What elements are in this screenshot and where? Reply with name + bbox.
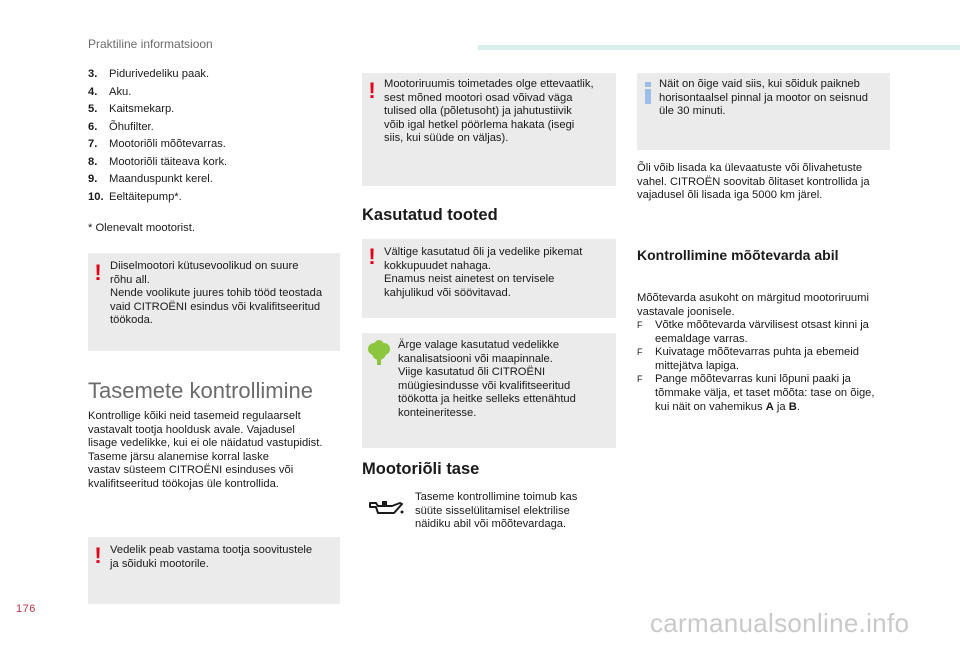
oil-can-icon <box>368 499 404 517</box>
dipstick-intro: Mõõtevarda asukoht on märgitud mootoriruumi vastavale joonisele. <box>637 292 869 318</box>
info-icon <box>643 82 653 104</box>
levels-paragraph: Kontrollige kõiki neid tasemeid regulaarselt vastavalt tootja hooldusk ​avale. Vajadusel lisage vedelikke, kui ei ole näidatud vastupidist. Taseme järsu alanemise korral laske vastav süsteem CITROËNI esinduses või kvalifitseeritud töökojas üle kontrollida. <box>88 410 323 490</box>
list-item: 7. Mootoriõli mõõtevarras. <box>88 138 226 150</box>
warning-icon: ! <box>368 244 376 269</box>
oil-level-text: Taseme kontrollimine toimub kas süüte sisselülitamisel elektrilise näidiku abil või mõõtevardaga. <box>415 491 578 531</box>
info-box <box>637 73 890 150</box>
info-text: Näit on õige vaid siis, kui sõiduk paikneb horisontaalsel pinnal ja mootor on seisnud üle 30 minuti. <box>659 78 868 118</box>
warning-box-diesel <box>88 253 340 351</box>
list-item: 4. Aku. <box>88 85 132 98</box>
warning-text: Vältige kasutatud õli ja vedelike pikemat kokkupuudet nahaga. Enamus neist ainetest on tervisele kahjulikud või söövitavad. <box>384 246 583 299</box>
eco-box <box>362 333 616 448</box>
warning-box-products <box>362 239 616 318</box>
list-item: F Pange mõõtevarras kuni lõpuni paaki ja tõmmake välja, et taset mõõta: tase on õige, kui näit on vahemikus A ja B. <box>637 373 875 413</box>
section-title-dipstick: Kontrollimine mõõtevarda abil <box>637 247 839 263</box>
footnote: * Olenevalt mootorist. <box>88 222 195 234</box>
warning-text: Diiselmootori kütusevoolikud on suure rõhu all. Nende voolikute juures tohib tööd teostada vaid CITROËNI esindus või kvalifitseeritud töökoda. <box>110 260 323 327</box>
list-item: 3. Pidurivedeliku paak. <box>88 68 210 80</box>
watermark: carmanualsonline.info <box>650 608 910 638</box>
warning-text: Vedelik peab vastama tootja soovitustele ja sõiduki mootorile. <box>110 544 313 570</box>
list-item: F Kuivatage mõõtevarras puhta ja ebemeid mittejätva lapiga. <box>637 346 859 372</box>
page-number: 176 <box>16 603 36 615</box>
dipstick-steps <box>637 319 897 414</box>
component-list <box>88 68 340 208</box>
warning-box-fluid <box>88 537 340 604</box>
list-item: F Võtke mõõtevarda värvilisest otsast kinni ja eemaldage varras. <box>637 319 869 345</box>
warning-text: Mootoriruumis toimetades olge ettevaatlik, sest mõned mootori osad võivad väga tulised olla (põletusoht) ja jahutustiivik võib igal hetkel pöörlema hakata (isegi siis, kui süüde on väljas). <box>384 78 594 145</box>
warning-icon: ! <box>94 260 102 285</box>
header-accent-bar <box>478 45 960 50</box>
warning-icon: ! <box>94 543 102 568</box>
section-title-levels: Tasemete kontrollimine <box>88 378 313 403</box>
list-item: 8. Mootoriõli täiteava kork. <box>88 155 228 168</box>
section-title-products: Kasutatud tooted <box>362 206 498 224</box>
bullet-icon: F <box>637 347 643 358</box>
list-item: 5. Kaitsmekarp. <box>88 103 175 115</box>
tree-icon <box>368 340 390 366</box>
list-item: 10. Eeltäitepump*. <box>88 190 182 203</box>
bullet-icon: F <box>637 374 643 385</box>
list-item: 6. Õhufilter. <box>88 120 154 133</box>
oil-add-paragraph: Õli võib lisada ka ülevaatuste või õlivahetuste vahel. CITROËN soovitab õlitaset kontrollida ja vajadusel õli lisada iga 5000 km järel. <box>637 162 870 202</box>
eco-text: Ärge valage kasutatud vedelikke kanalisatsiooni või maapinnale. Viige kasutatud õli CITROËNI müügiesindusse või kvalifitseeritud töökotta ja heitke selleks ettenähtud konteineritesse. <box>398 339 576 419</box>
running-header: Praktiline informatsioon <box>88 37 213 51</box>
section-title-oil: Mootoriõli tase <box>362 460 480 478</box>
list-item: 9. Maanduspunkt kerel. <box>88 173 213 185</box>
warning-icon: ! <box>368 78 376 103</box>
bullet-icon: F <box>637 320 643 330</box>
warning-box-engine-bay <box>362 73 616 186</box>
